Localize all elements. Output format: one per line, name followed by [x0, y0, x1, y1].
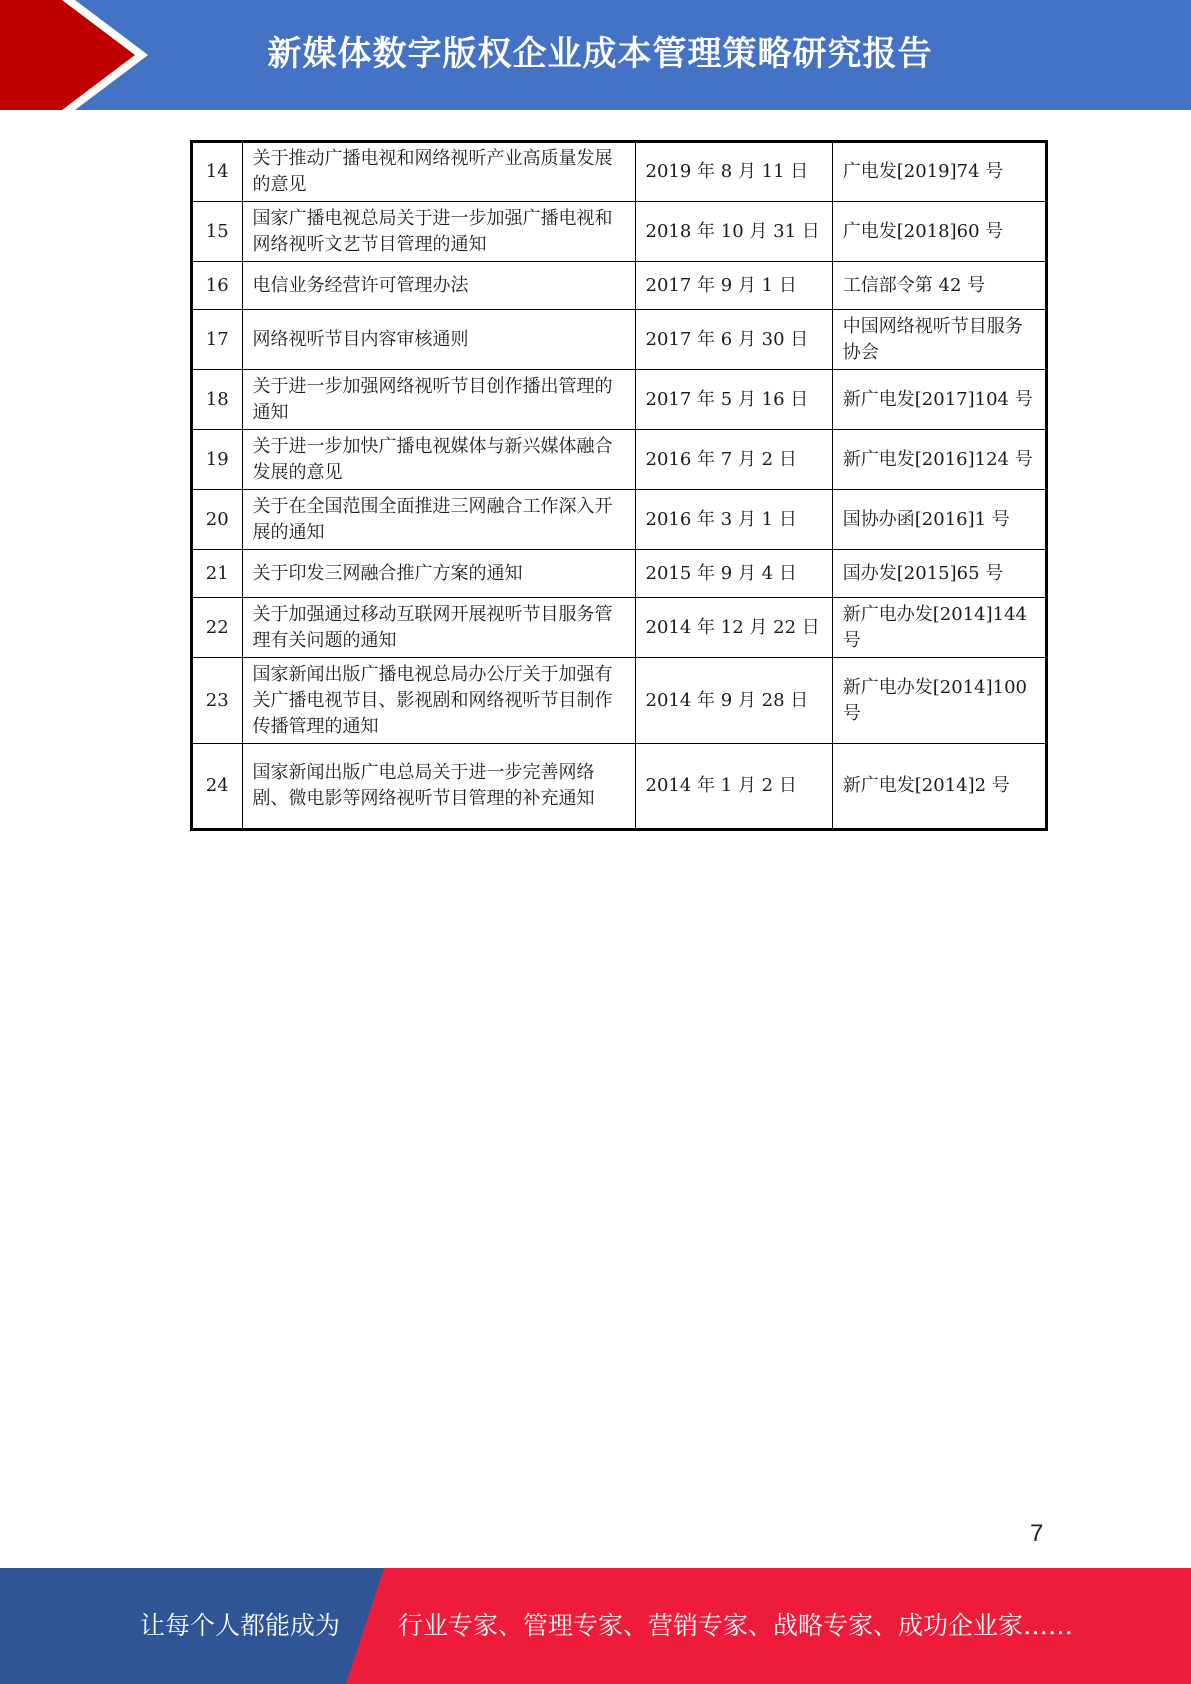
document-title: 国家广播电视总局关于进一步加强广播电视和网络视听文艺节目管理的通知	[242, 202, 635, 262]
document-number: 新广电发[2014]2 号	[832, 744, 1046, 830]
row-number: 21	[192, 550, 243, 598]
table-row	[192, 744, 1047, 830]
header-chevron-icon	[0, 0, 160, 110]
table-row	[192, 310, 1047, 370]
table-row	[192, 142, 1047, 202]
document-number: 新广电发[2016]124 号	[832, 430, 1046, 490]
document-title: 关于印发三网融合推广方案的通知	[242, 550, 635, 598]
issue-date: 2014 年 1 月 2 日	[635, 744, 832, 830]
document-number: 广电发[2018]60 号	[832, 202, 1046, 262]
row-number: 15	[192, 202, 243, 262]
table-row	[192, 658, 1047, 744]
table-row	[192, 262, 1047, 310]
page-number: 7	[1030, 1520, 1044, 1547]
row-number: 17	[192, 310, 243, 370]
row-number: 18	[192, 370, 243, 430]
document-number: 新广电发[2017]104 号	[832, 370, 1046, 430]
row-number: 24	[192, 744, 243, 830]
table-row	[192, 598, 1047, 658]
document-title: 关于加强通过移动互联网开展视听节目服务管理有关问题的通知	[242, 598, 635, 658]
document-number: 新广电办发[2014]144 号	[832, 598, 1046, 658]
table-row	[192, 370, 1047, 430]
table-row	[192, 202, 1047, 262]
page-title: 新媒体数字版权企业成本管理策略研究报告	[267, 34, 933, 74]
document-number: 国办发[2015]65 号	[832, 550, 1046, 598]
issue-date: 2014 年 9 月 28 日	[635, 658, 832, 744]
page-footer	[0, 1568, 1191, 1684]
row-number: 14	[192, 142, 243, 202]
issue-date: 2014 年 12 月 22 日	[635, 598, 832, 658]
issue-date: 2018 年 10 月 31 日	[635, 202, 832, 262]
row-number: 23	[192, 658, 243, 744]
document-number: 工信部令第 42 号	[832, 262, 1046, 310]
issue-date: 2017 年 6 月 30 日	[635, 310, 832, 370]
document-number: 国协办函[2016]1 号	[832, 490, 1046, 550]
document-title: 关于推动广播电视和网络视听产业高质量发展的意见	[242, 142, 635, 202]
row-number: 16	[192, 262, 243, 310]
issue-date: 2015 年 9 月 4 日	[635, 550, 832, 598]
row-number: 19	[192, 430, 243, 490]
table-body	[192, 142, 1047, 830]
document-number: 广电发[2019]74 号	[832, 142, 1046, 202]
page-header	[0, 0, 1191, 110]
document-title: 网络视听节目内容审核通则	[242, 310, 635, 370]
issue-date: 2016 年 3 月 1 日	[635, 490, 832, 550]
table-row	[192, 430, 1047, 490]
footer-slogan-left: 让每个人都能成为	[140, 1611, 341, 1640]
document-title: 国家新闻出版广电总局关于进一步完善网络剧、微电影等网络视听节目管理的补充通知	[242, 744, 635, 830]
table-row	[192, 550, 1047, 598]
document-title: 关于进一步加快广播电视媒体与新兴媒体融合发展的意见	[242, 430, 635, 490]
issue-date: 2017 年 5 月 16 日	[635, 370, 832, 430]
row-number: 22	[192, 598, 243, 658]
row-number: 20	[192, 490, 243, 550]
document-title: 关于在全国范围全面推进三网融合工作深入开展的通知	[242, 490, 635, 550]
footer-slogan-right: 行业专家、管理专家、营销专家、战略专家、成功企业家……	[398, 1611, 1074, 1640]
document-number: 中国网络视听节目服务协会	[832, 310, 1046, 370]
issue-date: 2016 年 7 月 2 日	[635, 430, 832, 490]
issue-date: 2017 年 9 月 1 日	[635, 262, 832, 310]
document-title: 国家新闻出版广播电视总局办公厅关于加强有关广播电视节目、影视剧和网络视听节目制作传播管理的通知	[242, 658, 635, 744]
issue-date: 2019 年 8 月 11 日	[635, 142, 832, 202]
document-title: 电信业务经营许可管理办法	[242, 262, 635, 310]
regulations-table	[190, 140, 1048, 831]
document-title: 关于进一步加强网络视听节目创作播出管理的通知	[242, 370, 635, 430]
document-number: 新广电办发[2014]100 号	[832, 658, 1046, 744]
table-row	[192, 490, 1047, 550]
